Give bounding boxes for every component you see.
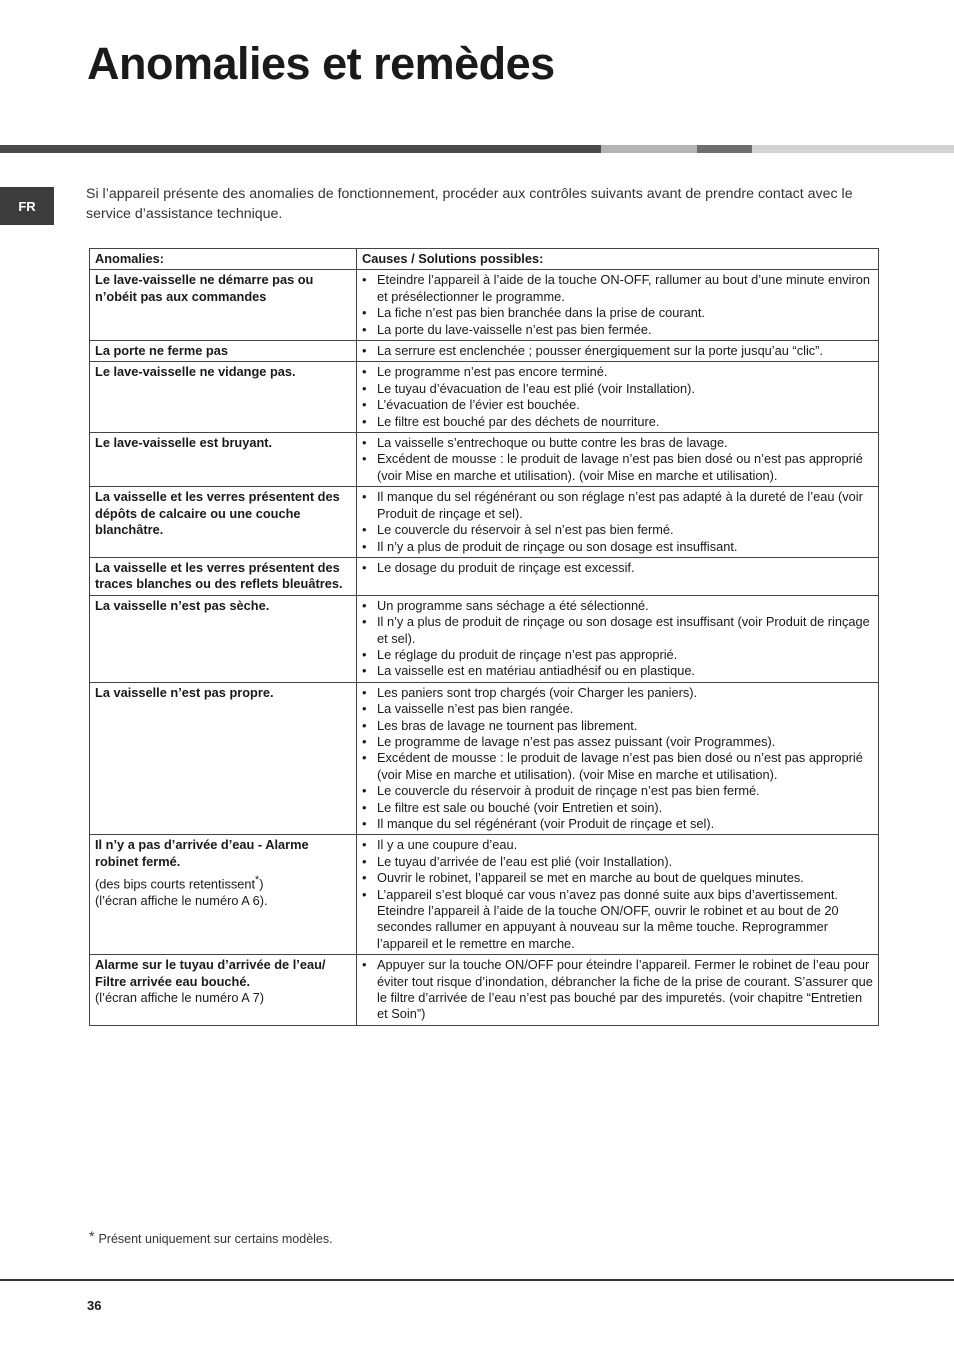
page-title: Anomalies et remèdes (87, 38, 555, 89)
causes-list (362, 560, 873, 576)
causes-cell (357, 270, 879, 341)
causes-cell (357, 595, 879, 682)
anomaly-label: La vaisselle n’est pas propre. (95, 684, 274, 700)
anomaly-cell (90, 341, 357, 362)
table-row (90, 955, 879, 1026)
anomaly-note-end: ) (259, 876, 264, 892)
cause-item: • Il manque du sel régénérant ou son réglage n’est pas adapté à la dureté de l’eau (voir Produit de rinçage et sel). (362, 489, 873, 522)
footer-rule (0, 1279, 954, 1281)
cause-item: • Il n’y a plus de produit de rinçage ou son dosage est insuffisant (voir Produit de rinçage et sel). (362, 614, 873, 647)
cause-item: • Le programme de lavage n’est pas assez puissant (voir Programmes). (362, 734, 873, 750)
cause-item: • Appuyer sur la touche ON/OFF pour éteindre l’appareil. Fermer le robinet de l’eau pour éviter tout risque d’inondation, débrancher la fiche de la prise de courant. S’assurer que le filtre d’arrivée de l’eau n’est pas bouché par des impuretés. (voir chapitre “Entretien et Soin”) (362, 957, 873, 1023)
footnote (89, 1228, 333, 1246)
cause-item: • La serrure est enclenchée ; pousser énergiquement sur la porte jusqu’au “clic”. (362, 343, 873, 359)
anomaly-cell (90, 682, 357, 835)
table-row (90, 835, 879, 955)
anomaly-note (95, 872, 351, 893)
causes-list (362, 598, 873, 680)
anomaly-label: La vaisselle et les verres présentent des traces blanches ou des reflets bleuâtres. (95, 559, 343, 592)
cause-item: • Le filtre est sale ou bouché (voir Entretien et soin). (362, 800, 873, 816)
cause-item: • Le tuyau d’évacuation de l’eau est plié (voir Installation). (362, 381, 873, 397)
anomaly-cell (90, 557, 357, 595)
table-row (90, 557, 879, 595)
cause-item: • Ouvrir le robinet, l’appareil se met en marche au bout de quelques minutes. (362, 870, 873, 886)
header-bar-mid (697, 145, 752, 153)
cause-item: • La vaisselle n’est pas bien rangée. (362, 701, 873, 717)
causes-list (362, 489, 873, 555)
causes-cell (357, 557, 879, 595)
table-header-row (90, 249, 879, 270)
cause-item: • Excédent de mousse : le produit de lavage n’est pas bien dosé ou n’est pas approprié (voir Mise en marche et utilisation). (voir Mise en marche et utilisation). (362, 451, 873, 484)
header-causes: Causes / Solutions possibles: (357, 249, 879, 270)
causes-list (362, 685, 873, 833)
cause-item: • Le tuyau d’arrivée de l’eau est plié (voir Installation). (362, 854, 873, 870)
table-row (90, 433, 879, 487)
table-row (90, 362, 879, 433)
anomaly-cell (90, 487, 357, 558)
anomaly-label: La vaisselle n’est pas sèche. (95, 597, 270, 613)
causes-list (362, 343, 873, 359)
cause-item: • Eteindre l’appareil à l’aide de la touche ON-OFF, rallumer au bout d’une minute environ et présélectionner le programme. (362, 272, 873, 305)
cause-item: • Le réglage du produit de rinçage n’est pas approprié. (362, 647, 873, 663)
footnote-text: Présent uniquement sur certains modèles. (98, 1232, 333, 1246)
anomaly-label: Il n’y a pas d’arrivée d’eau - Alarme robinet fermé. (95, 837, 309, 869)
anomaly-cell (90, 595, 357, 682)
language-tab: FR (0, 187, 54, 225)
causes-cell (357, 433, 879, 487)
cause-item: • L’évacuation de l’évier est bouchée. (362, 397, 873, 413)
anomaly-label: Alarme sur le tuyau d’arrivée de l’eau/ Filtre arrivée eau bouché. (95, 957, 326, 989)
page-number: 36 (87, 1298, 102, 1313)
table-row (90, 487, 879, 558)
cause-item: • Le programme n’est pas encore terminé. (362, 364, 873, 380)
cause-item: • Un programme sans séchage a été sélectionné. (362, 598, 873, 614)
anomaly-cell (90, 270, 357, 341)
cause-item: • Il n’y a plus de produit de rinçage ou son dosage est insuffisant. (362, 539, 873, 555)
causes-list (362, 435, 873, 484)
anomalies-table (89, 248, 879, 1026)
causes-list (362, 957, 873, 1023)
cause-item: • Les paniers sont trop chargés (voir Charger les paniers). (362, 685, 873, 701)
table-row (90, 341, 879, 362)
header-bar-dark (0, 145, 601, 153)
anomaly-label: Le lave-vaisselle ne vidange pas. (95, 364, 296, 380)
cause-item: • Les bras de lavage ne tournent pas librement. (362, 718, 873, 734)
anomaly-cell (90, 433, 357, 487)
causes-cell (357, 955, 879, 1026)
cause-item: • Excédent de mousse : le produit de lavage n’est pas bien dosé ou n’est pas approprié (voir Mise en marche et utilisation). (voir Mise en marche et utilisation). (362, 750, 873, 783)
footnote-marker: * (255, 874, 260, 887)
anomaly-label: La vaisselle et les verres présentent des dépôts de calcaire ou une couche blanchâtre. (95, 489, 340, 538)
footnote-star: * (89, 1228, 95, 1244)
cause-item: • La porte du lave-vaisselle n’est pas bien fermée. (362, 322, 873, 338)
anomaly-display-code: (l’écran affiche le numéro A 6). (95, 892, 268, 908)
cause-item: • L’appareil s’est bloqué car vous n’avez pas donné suite aux bips d’avertissement. Eteindre l’appareil à l’aide de la touche ON/OFF, ouvrir le robinet et au bout de 20 secondes rallumer en appuyant à nouveau sur la même touche. Reprogrammer l’appareil et le remettre en marche. (362, 887, 873, 953)
anomaly-cell (90, 955, 357, 1026)
causes-cell (357, 341, 879, 362)
header-bar-light (601, 145, 697, 153)
cause-item: • Il y a une coupure d’eau. (362, 837, 873, 853)
causes-list (362, 364, 873, 430)
causes-cell (357, 682, 879, 835)
causes-list (362, 272, 873, 338)
anomaly-label: Le lave-vaisselle ne démarre pas ou n’obéit pas aux commandes (95, 272, 314, 304)
cause-item: • La vaisselle s’entrechoque ou butte contre les bras de lavage. (362, 435, 873, 451)
causes-list (362, 837, 873, 952)
table-row (90, 270, 879, 341)
cause-item: • Le couvercle du réservoir à sel n’est pas bien fermé. (362, 522, 873, 538)
anomaly-cell (90, 835, 357, 955)
cause-item: • La vaisselle est en matériau antiadhésif ou en plastique. (362, 663, 873, 679)
anomaly-display-code: (l’écran affiche le numéro A 7) (95, 990, 265, 1006)
table-body (90, 270, 879, 1025)
intro-text: Si l’appareil présente des anomalies de fonctionnement, procéder aux contrôles suivants avant de prendre contact avec le service d’assistance technique. (86, 186, 853, 222)
cause-item: • Il manque du sel régénérant (voir Produit de rinçage et sel). (362, 816, 873, 832)
cause-item: • La fiche n’est pas bien branchée dans la prise de courant. (362, 305, 873, 321)
cause-item: • Le dosage du produit de rinçage est excessif. (362, 560, 873, 576)
anomaly-label: La porte ne ferme pas (95, 343, 228, 359)
cause-item: • Le filtre est bouché par des déchets de nourriture. (362, 414, 873, 430)
causes-cell (357, 835, 879, 955)
anomaly-cell (90, 362, 357, 433)
table-row (90, 682, 879, 835)
anomaly-note-text: (des bips courts retentissent (95, 876, 256, 892)
cause-item: • Le couvercle du réservoir à produit de rinçage n’est pas bien fermé. (362, 783, 873, 799)
table-row (90, 595, 879, 682)
causes-cell (357, 362, 879, 433)
header-anomalies: Anomalies: (90, 249, 357, 270)
anomaly-label: Le lave-vaisselle est bruyant. (95, 435, 273, 451)
header-bar-pale (752, 145, 954, 153)
causes-cell (357, 487, 879, 558)
